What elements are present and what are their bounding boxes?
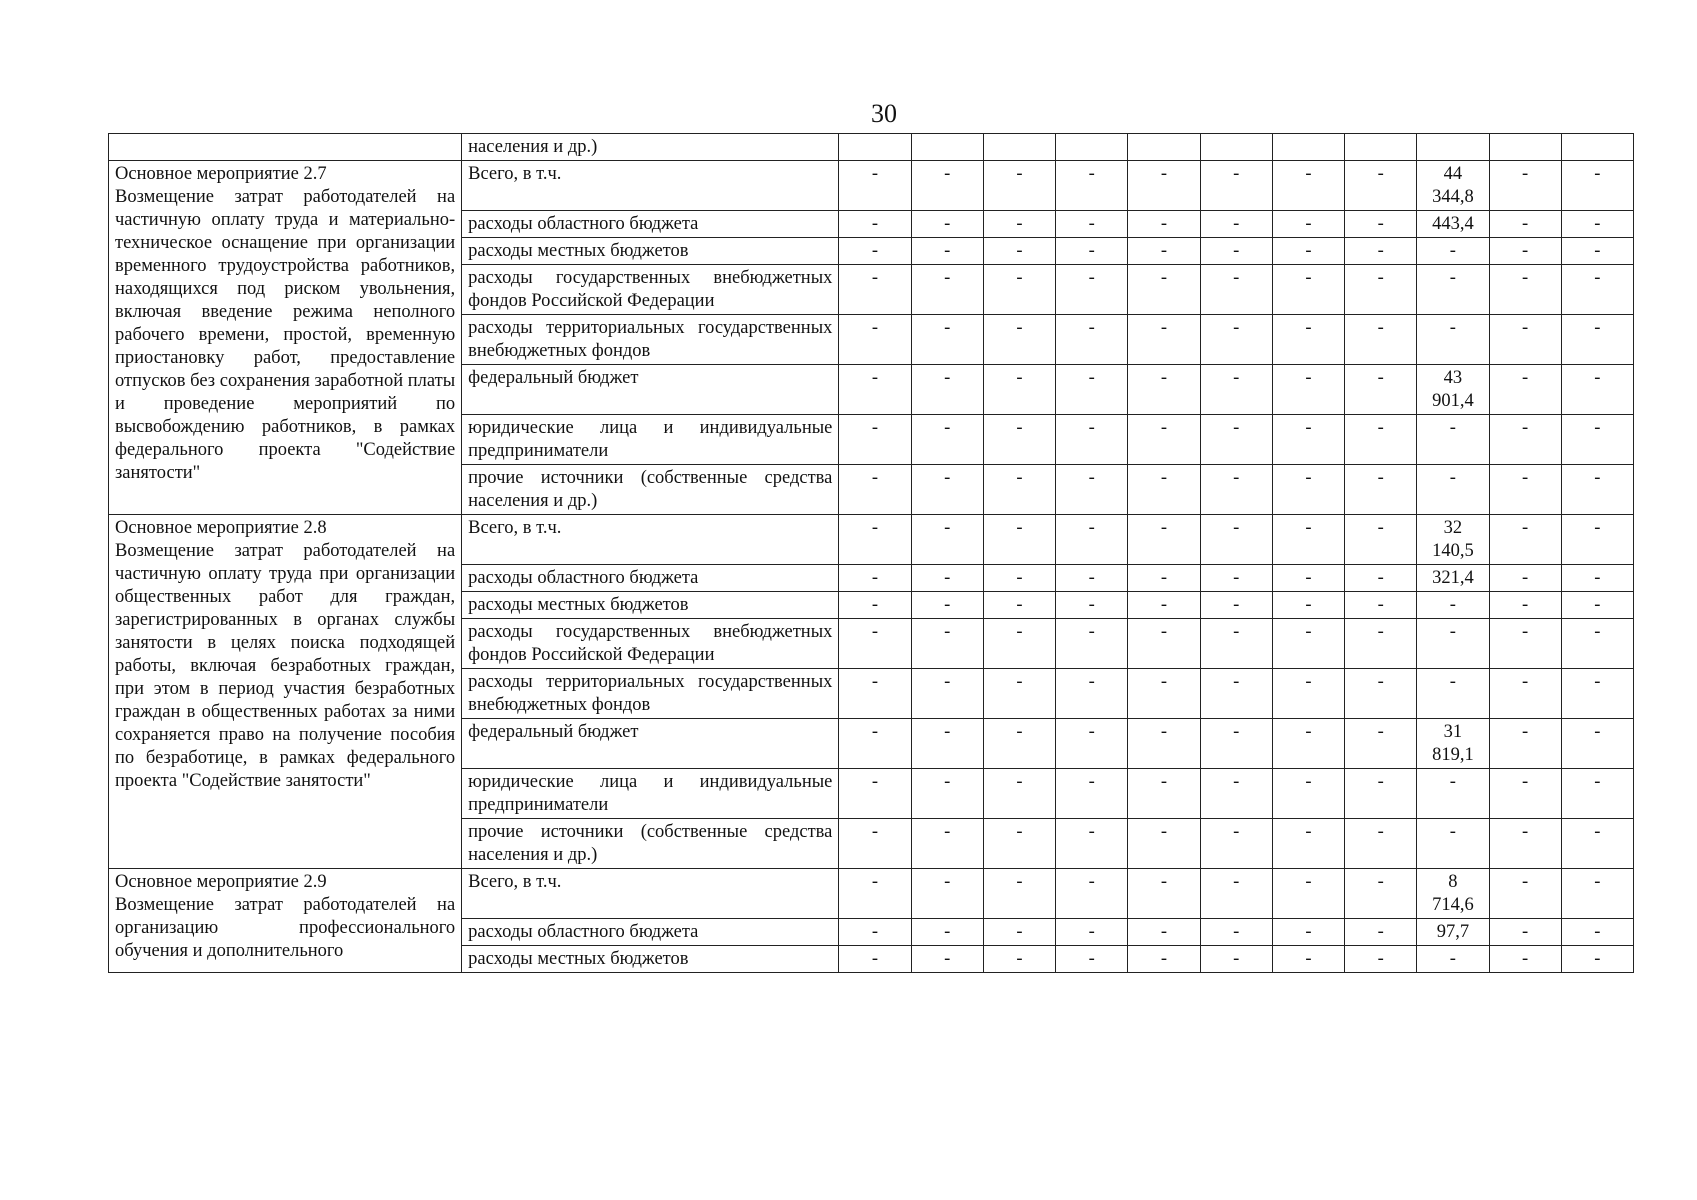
- funding-source-cell: Всего, в т.ч.: [462, 161, 839, 211]
- value-cell: -: [1561, 365, 1633, 415]
- value-cell: -: [983, 819, 1055, 869]
- funding-source-cell: расходы государственных внебюджетных фондов Российской Федерации: [462, 619, 839, 669]
- value-cell: -: [839, 238, 911, 265]
- value-cell: -: [1128, 315, 1200, 365]
- value-cell: -: [1417, 315, 1489, 365]
- value-cell: -: [1200, 919, 1272, 946]
- value-cell: -: [1345, 769, 1417, 819]
- value-cell: -: [1128, 265, 1200, 315]
- value-cell: -: [1272, 211, 1344, 238]
- value-cell: -: [839, 415, 911, 465]
- value-cell: -: [1272, 769, 1344, 819]
- value-cell: -: [911, 669, 983, 719]
- value-cell: -: [1128, 415, 1200, 465]
- funding-source-cell: расходы областного бюджета: [462, 211, 839, 238]
- funding-source-cell: расходы местных бюджетов: [462, 592, 839, 619]
- value-cell: -: [983, 669, 1055, 719]
- value-cell: -: [1056, 919, 1128, 946]
- value-cell: -: [911, 719, 983, 769]
- value-cell: -: [1056, 819, 1128, 869]
- value-cell: -: [983, 365, 1055, 415]
- value-cell: -: [1056, 565, 1128, 592]
- funding-source-cell: юридические лица и индивидуальные предприниматели: [462, 415, 839, 465]
- funding-source-cell: Всего, в т.ч.: [462, 515, 839, 565]
- value-cell: -: [911, 869, 983, 919]
- value-cell: -: [1345, 869, 1417, 919]
- value-cell: -: [1200, 719, 1272, 769]
- value-cell: -: [1345, 592, 1417, 619]
- value-cell: -: [1272, 565, 1344, 592]
- funding-source-cell: прочие источники (собственные средства населения и др.): [462, 465, 839, 515]
- value-cell: -: [1272, 265, 1344, 315]
- value-cell: -: [1200, 592, 1272, 619]
- funding-source-cell: расходы территориальных государственных внебюджетных фондов: [462, 669, 839, 719]
- value-cell: -: [1561, 565, 1633, 592]
- value-cell: -: [1128, 592, 1200, 619]
- table-row: [109, 161, 1634, 211]
- value-cell: -: [1056, 515, 1128, 565]
- value-cell: -: [983, 719, 1055, 769]
- value-cell: -: [1200, 515, 1272, 565]
- value-cell: -: [1561, 265, 1633, 315]
- value-cell: -: [1272, 315, 1344, 365]
- value-cell: -: [1056, 769, 1128, 819]
- value-cell: -: [911, 515, 983, 565]
- value-cell: -: [911, 265, 983, 315]
- value-cell: -: [1056, 238, 1128, 265]
- value-cell: -: [1561, 819, 1633, 869]
- value-cell: -: [1272, 515, 1344, 565]
- value-cell: -: [1489, 265, 1561, 315]
- value-cell: -: [983, 315, 1055, 365]
- value-cell: -: [839, 669, 911, 719]
- value-cell: -: [1200, 769, 1272, 819]
- value-cell: [983, 134, 1055, 161]
- table-body: [109, 134, 1634, 973]
- value-cell: -: [1489, 365, 1561, 415]
- value-cell: -: [983, 619, 1055, 669]
- value-cell: -: [1345, 515, 1417, 565]
- table-row: [109, 869, 1634, 919]
- value-cell: -: [1056, 869, 1128, 919]
- value-cell: -: [911, 211, 983, 238]
- value-cell: 44 344,8: [1417, 161, 1489, 211]
- value-cell: -: [1345, 465, 1417, 515]
- value-cell: -: [1417, 465, 1489, 515]
- value-cell: [1345, 134, 1417, 161]
- value-cell: -: [1489, 946, 1561, 973]
- value-cell: -: [1128, 515, 1200, 565]
- value-cell: -: [983, 515, 1055, 565]
- value-cell: -: [1561, 238, 1633, 265]
- activity-cell: [109, 134, 462, 161]
- value-cell: -: [1200, 238, 1272, 265]
- value-cell: 8 714,6: [1417, 869, 1489, 919]
- value-cell: -: [1056, 365, 1128, 415]
- value-cell: -: [1345, 315, 1417, 365]
- funding-source-cell: расходы территориальных государственных внебюджетных фондов: [462, 315, 839, 365]
- value-cell: -: [839, 365, 911, 415]
- value-cell: -: [1200, 161, 1272, 211]
- value-cell: -: [1417, 619, 1489, 669]
- value-cell: -: [839, 315, 911, 365]
- value-cell: -: [1200, 946, 1272, 973]
- value-cell: -: [911, 946, 983, 973]
- value-cell: -: [1056, 161, 1128, 211]
- value-cell: -: [911, 415, 983, 465]
- value-cell: 97,7: [1417, 919, 1489, 946]
- value-cell: -: [983, 869, 1055, 919]
- value-cell: -: [911, 315, 983, 365]
- value-cell: [1056, 134, 1128, 161]
- value-cell: [1272, 134, 1344, 161]
- value-cell: -: [1272, 161, 1344, 211]
- value-cell: -: [1561, 315, 1633, 365]
- value-cell: -: [1561, 592, 1633, 619]
- activity-cell: Основное мероприятие 2.9 Возмещение затрат работодателей на организацию профессионального обучения и дополнительного: [109, 869, 462, 973]
- value-cell: [1561, 134, 1633, 161]
- value-cell: -: [1417, 415, 1489, 465]
- value-cell: -: [1561, 769, 1633, 819]
- value-cell: -: [1489, 669, 1561, 719]
- value-cell: -: [1345, 719, 1417, 769]
- value-cell: -: [1128, 565, 1200, 592]
- funding-source-cell: прочие источники (собственные средства населения и др.): [462, 819, 839, 869]
- funding-source-cell: расходы местных бюджетов: [462, 238, 839, 265]
- value-cell: -: [1200, 465, 1272, 515]
- value-cell: -: [1489, 719, 1561, 769]
- value-cell: -: [839, 565, 911, 592]
- value-cell: -: [1345, 565, 1417, 592]
- value-cell: -: [1128, 819, 1200, 869]
- value-cell: -: [911, 565, 983, 592]
- value-cell: -: [1128, 161, 1200, 211]
- value-cell: -: [1561, 415, 1633, 465]
- value-cell: -: [1128, 238, 1200, 265]
- value-cell: -: [1345, 415, 1417, 465]
- value-cell: -: [839, 592, 911, 619]
- value-cell: -: [839, 465, 911, 515]
- funding-source-cell: расходы областного бюджета: [462, 919, 839, 946]
- value-cell: -: [839, 919, 911, 946]
- value-cell: -: [1345, 211, 1417, 238]
- value-cell: -: [911, 819, 983, 869]
- value-cell: -: [1272, 415, 1344, 465]
- value-cell: -: [839, 819, 911, 869]
- value-cell: -: [1489, 869, 1561, 919]
- value-cell: -: [1128, 619, 1200, 669]
- value-cell: -: [839, 211, 911, 238]
- value-cell: -: [1417, 769, 1489, 819]
- value-cell: -: [1489, 919, 1561, 946]
- value-cell: -: [1272, 619, 1344, 669]
- funding-source-cell: федеральный бюджет: [462, 719, 839, 769]
- value-cell: -: [1272, 365, 1344, 415]
- value-cell: -: [1128, 211, 1200, 238]
- value-cell: -: [1489, 161, 1561, 211]
- value-cell: -: [1200, 415, 1272, 465]
- value-cell: -: [1561, 919, 1633, 946]
- value-cell: [911, 134, 983, 161]
- value-cell: -: [839, 515, 911, 565]
- value-cell: -: [1272, 719, 1344, 769]
- value-cell: -: [1561, 719, 1633, 769]
- value-cell: -: [1200, 315, 1272, 365]
- value-cell: -: [983, 946, 1055, 973]
- value-cell: 443,4: [1417, 211, 1489, 238]
- value-cell: -: [839, 769, 911, 819]
- value-cell: -: [1489, 769, 1561, 819]
- value-cell: -: [1489, 592, 1561, 619]
- value-cell: -: [1128, 869, 1200, 919]
- value-cell: -: [1272, 669, 1344, 719]
- value-cell: -: [1056, 265, 1128, 315]
- value-cell: -: [983, 769, 1055, 819]
- value-cell: -: [983, 565, 1055, 592]
- activity-cell: Основное мероприятие 2.7 Возмещение затрат работодателей на частичную оплату труда и материально-техническое оснащение при организации временного трудоустройства работников, находящихся под риском увольнения, включая введение режима неполного рабочего времени, простой, временную приостановку работ, предоставление отпусков без сохранения заработной платы и проведение мероприятий по высвобождению работников, в рамках федерального проекта "Содействие занятости": [109, 161, 462, 515]
- value-cell: -: [1200, 365, 1272, 415]
- value-cell: -: [1128, 769, 1200, 819]
- value-cell: -: [1128, 946, 1200, 973]
- value-cell: -: [839, 161, 911, 211]
- value-cell: -: [1056, 415, 1128, 465]
- value-cell: -: [983, 265, 1055, 315]
- value-cell: -: [1128, 365, 1200, 415]
- value-cell: -: [839, 869, 911, 919]
- value-cell: -: [983, 919, 1055, 946]
- value-cell: -: [1272, 465, 1344, 515]
- value-cell: -: [1128, 719, 1200, 769]
- value-cell: -: [911, 161, 983, 211]
- value-cell: -: [1056, 211, 1128, 238]
- value-cell: -: [1200, 819, 1272, 869]
- funding-source-cell: расходы государственных внебюджетных фондов Российской Федерации: [462, 265, 839, 315]
- value-cell: -: [1345, 265, 1417, 315]
- value-cell: -: [1417, 819, 1489, 869]
- value-cell: -: [839, 719, 911, 769]
- value-cell: 31 819,1: [1417, 719, 1489, 769]
- value-cell: -: [983, 592, 1055, 619]
- value-cell: -: [1417, 592, 1489, 619]
- value-cell: -: [1056, 315, 1128, 365]
- value-cell: -: [983, 465, 1055, 515]
- value-cell: -: [911, 592, 983, 619]
- value-cell: -: [1489, 315, 1561, 365]
- value-cell: [839, 134, 911, 161]
- value-cell: -: [1489, 211, 1561, 238]
- table-row: [109, 515, 1634, 565]
- value-cell: -: [1345, 161, 1417, 211]
- value-cell: -: [1056, 465, 1128, 515]
- value-cell: -: [1489, 415, 1561, 465]
- value-cell: -: [1561, 161, 1633, 211]
- activity-cell: Основное мероприятие 2.8 Возмещение затрат работодателей на частичную оплату труда при организации общественных работ для граждан, зарегистрированных в органах службы занятости в целях поиска подходящей работы, включая безработных граждан, при этом в период участия безработных граждан в общественных работах за ними сохраняется право на получение пособия по безработице, в рамках федерального проекта "Содействие занятости": [109, 515, 462, 869]
- value-cell: -: [1272, 919, 1344, 946]
- value-cell: -: [1345, 946, 1417, 973]
- value-cell: -: [1272, 592, 1344, 619]
- value-cell: -: [1056, 592, 1128, 619]
- value-cell: -: [1272, 238, 1344, 265]
- value-cell: -: [1561, 465, 1633, 515]
- value-cell: -: [1345, 819, 1417, 869]
- value-cell: -: [1489, 819, 1561, 869]
- value-cell: -: [983, 415, 1055, 465]
- value-cell: -: [911, 465, 983, 515]
- value-cell: -: [1417, 669, 1489, 719]
- value-cell: -: [839, 265, 911, 315]
- value-cell: -: [1345, 238, 1417, 265]
- page-number: 30: [871, 99, 897, 128]
- value-cell: [1200, 134, 1272, 161]
- value-cell: -: [911, 769, 983, 819]
- value-cell: -: [1200, 869, 1272, 919]
- value-cell: -: [1200, 669, 1272, 719]
- value-cell: -: [1561, 515, 1633, 565]
- value-cell: -: [1128, 669, 1200, 719]
- value-cell: -: [839, 619, 911, 669]
- value-cell: -: [1200, 211, 1272, 238]
- value-cell: -: [1489, 515, 1561, 565]
- value-cell: -: [1272, 946, 1344, 973]
- table-row: [109, 134, 1634, 161]
- value-cell: -: [1561, 669, 1633, 719]
- value-cell: -: [1128, 465, 1200, 515]
- value-cell: 321,4: [1417, 565, 1489, 592]
- value-cell: -: [983, 161, 1055, 211]
- value-cell: -: [839, 946, 911, 973]
- value-cell: -: [1128, 919, 1200, 946]
- value-cell: -: [1561, 869, 1633, 919]
- value-cell: -: [1200, 265, 1272, 315]
- value-cell: -: [1056, 719, 1128, 769]
- funding-source-cell: расходы местных бюджетов: [462, 946, 839, 973]
- value-cell: [1489, 134, 1561, 161]
- value-cell: -: [983, 211, 1055, 238]
- value-cell: -: [1561, 211, 1633, 238]
- value-cell: -: [1561, 946, 1633, 973]
- value-cell: -: [1561, 619, 1633, 669]
- value-cell: -: [1272, 819, 1344, 869]
- value-cell: 32 140,5: [1417, 515, 1489, 565]
- funding-table: [108, 133, 1634, 973]
- funding-source-cell: Всего, в т.ч.: [462, 869, 839, 919]
- value-cell: -: [1417, 238, 1489, 265]
- value-cell: [1417, 134, 1489, 161]
- value-cell: -: [911, 238, 983, 265]
- value-cell: [1128, 134, 1200, 161]
- value-cell: -: [1345, 619, 1417, 669]
- value-cell: -: [1272, 869, 1344, 919]
- value-cell: -: [1417, 946, 1489, 973]
- value-cell: -: [1056, 669, 1128, 719]
- value-cell: -: [1489, 619, 1561, 669]
- value-cell: -: [1345, 669, 1417, 719]
- value-cell: -: [911, 919, 983, 946]
- value-cell: -: [1056, 619, 1128, 669]
- value-cell: -: [911, 619, 983, 669]
- funding-source-cell: федеральный бюджет: [462, 365, 839, 415]
- value-cell: -: [1345, 919, 1417, 946]
- value-cell: 43 901,4: [1417, 365, 1489, 415]
- value-cell: -: [1200, 619, 1272, 669]
- value-cell: -: [1056, 946, 1128, 973]
- value-cell: -: [911, 365, 983, 415]
- funding-source-cell: населения и др.): [462, 134, 839, 161]
- funding-source-cell: расходы областного бюджета: [462, 565, 839, 592]
- value-cell: -: [1345, 365, 1417, 415]
- value-cell: -: [1489, 465, 1561, 515]
- value-cell: -: [983, 238, 1055, 265]
- value-cell: -: [1417, 265, 1489, 315]
- funding-source-cell: юридические лица и индивидуальные предприниматели: [462, 769, 839, 819]
- value-cell: -: [1200, 565, 1272, 592]
- value-cell: -: [1489, 238, 1561, 265]
- value-cell: -: [1489, 565, 1561, 592]
